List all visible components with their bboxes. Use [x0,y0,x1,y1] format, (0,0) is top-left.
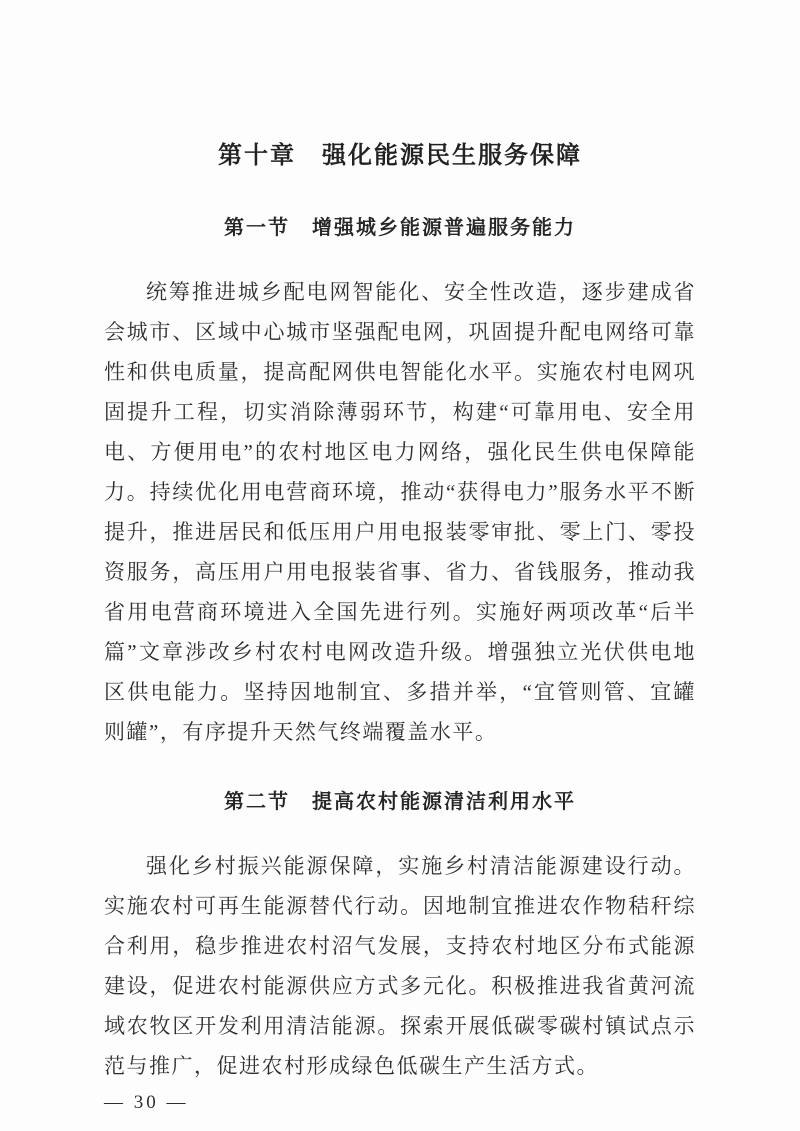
section-2-paragraph: 强化乡村振兴能源保障，实施乡村清洁能源建设行动。实施农村可再生能源替代行动。因地制宜推进农作物秸秆综合利用，稳步推进农村沼气发展，支持农村地区分布式能源建设，促进农村能源供应方式多元化。积极推进我省黄河流域农牧区开发利用清洁能源。探索开展低碳零碳村镇试点示范与推广，促进农村形成绿色低碳生产生活方式。 [104,854,696,1078]
page-number: — 30 — [104,1092,189,1113]
section-2-heading: 第二节 提高农村能源清洁利用水平 [224,791,576,813]
section-1-heading: 第一节 增强城乡能源普遍服务能力 [224,217,576,239]
chapter-title: 第十章 强化能源民生服务保障 [218,142,582,169]
section-1-paragraph: 统筹推进城乡配电网智能化、安全性改造，逐步建成省会城市、区域中心城市坚强配电网，巩固提升配电网络可靠性和供电质量，提高配网供电智能化水平。实施农村电网巩固提升工程，切实消除薄弱环节，构建“可靠用电、安全用电、方便用电”的农村地区电力网络，强化民生供电保障能力。持续优化用电营商环境，推动“获得电力”服务水平不断提升，推进居民和低压用户用电报装零审批、零上门、零投资服务，高压用户用电报装省事、省力、省钱服务，推动我省用电营商环境进入全国先进行列。实施好两项改革“后半篇”文章涉改乡村农村电网改造升级。增强独立光伏供电地区供电能力。坚持因地制宜、多措并举，“宜管则管、宜罐则罐”，有序提升天然气终端覆盖水平。 [104,280,696,744]
